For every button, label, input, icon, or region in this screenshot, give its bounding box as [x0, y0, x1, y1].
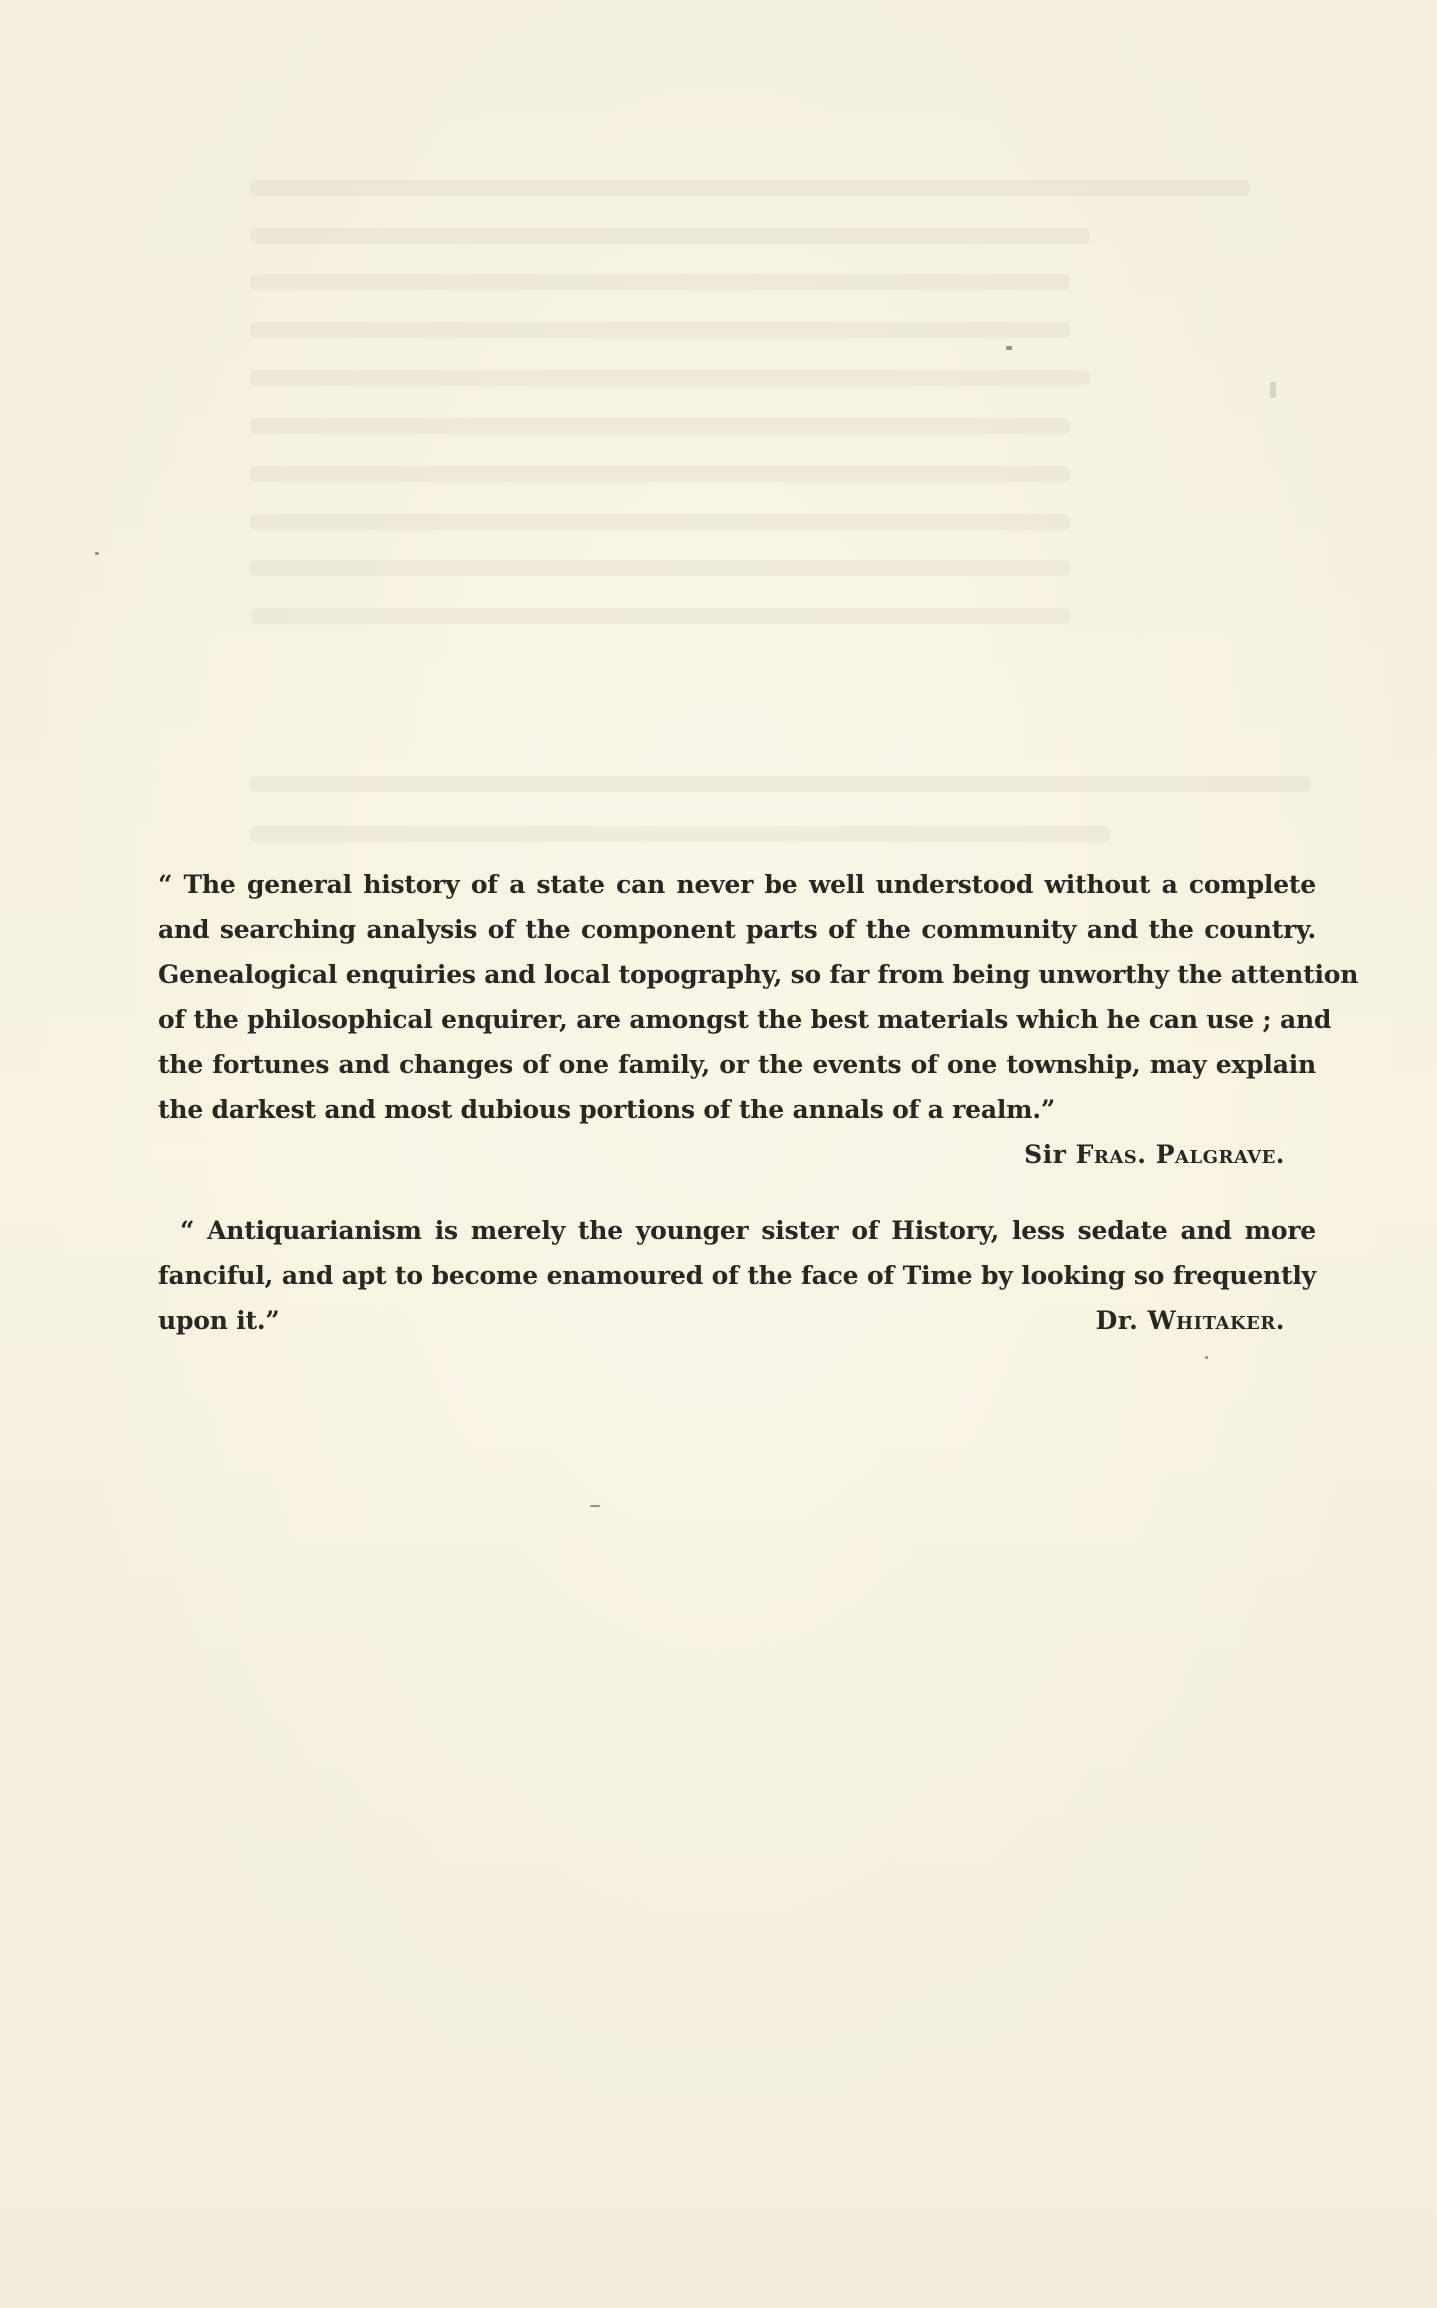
attribution-name: Fras. Palgrave. [1075, 1140, 1285, 1169]
quote-palgrave [158, 862, 1359, 1132]
quote-line: the darkest and most dubious portions of the annals of a realm.” [158, 1095, 1056, 1124]
attribution-whitaker [1096, 1298, 1285, 1343]
quote-line: “ The general history of a state can never be well understood without a complete [158, 870, 1316, 899]
paper-speck [1270, 382, 1276, 398]
quote-line: fanciful, and apt to become enamoured of the face of Time by looking so frequently [158, 1261, 1316, 1290]
quote-line: and searching analysis of the component parts of the community and the country. [158, 915, 1316, 944]
quote-line: “ Antiquarianism is merely the younger sister of History, less sedate and more [180, 1216, 1316, 1245]
paper-speck [590, 1505, 600, 1507]
attribution-name: Whitaker. [1147, 1306, 1285, 1335]
attribution-palgrave [1024, 1132, 1285, 1177]
quote-line: the fortunes and changes of one family, or the events of one township, may explain [158, 1050, 1316, 1079]
paper-speck [95, 552, 99, 555]
quote-line: upon it.” [158, 1306, 280, 1335]
quote-line: Genealogical enquiries and local topography, so far from being unworthy the attention [158, 960, 1359, 989]
paper-speck [1205, 1356, 1208, 1359]
attribution-prefix: Sir [1024, 1140, 1067, 1169]
quote-line: of the philosophical enquirer, are amongst the best materials which he can use ; and [158, 1005, 1332, 1034]
paper-speck [1006, 346, 1012, 350]
bleed-through-texture [240, 150, 1340, 850]
attribution-prefix: Dr. [1095, 1306, 1139, 1335]
